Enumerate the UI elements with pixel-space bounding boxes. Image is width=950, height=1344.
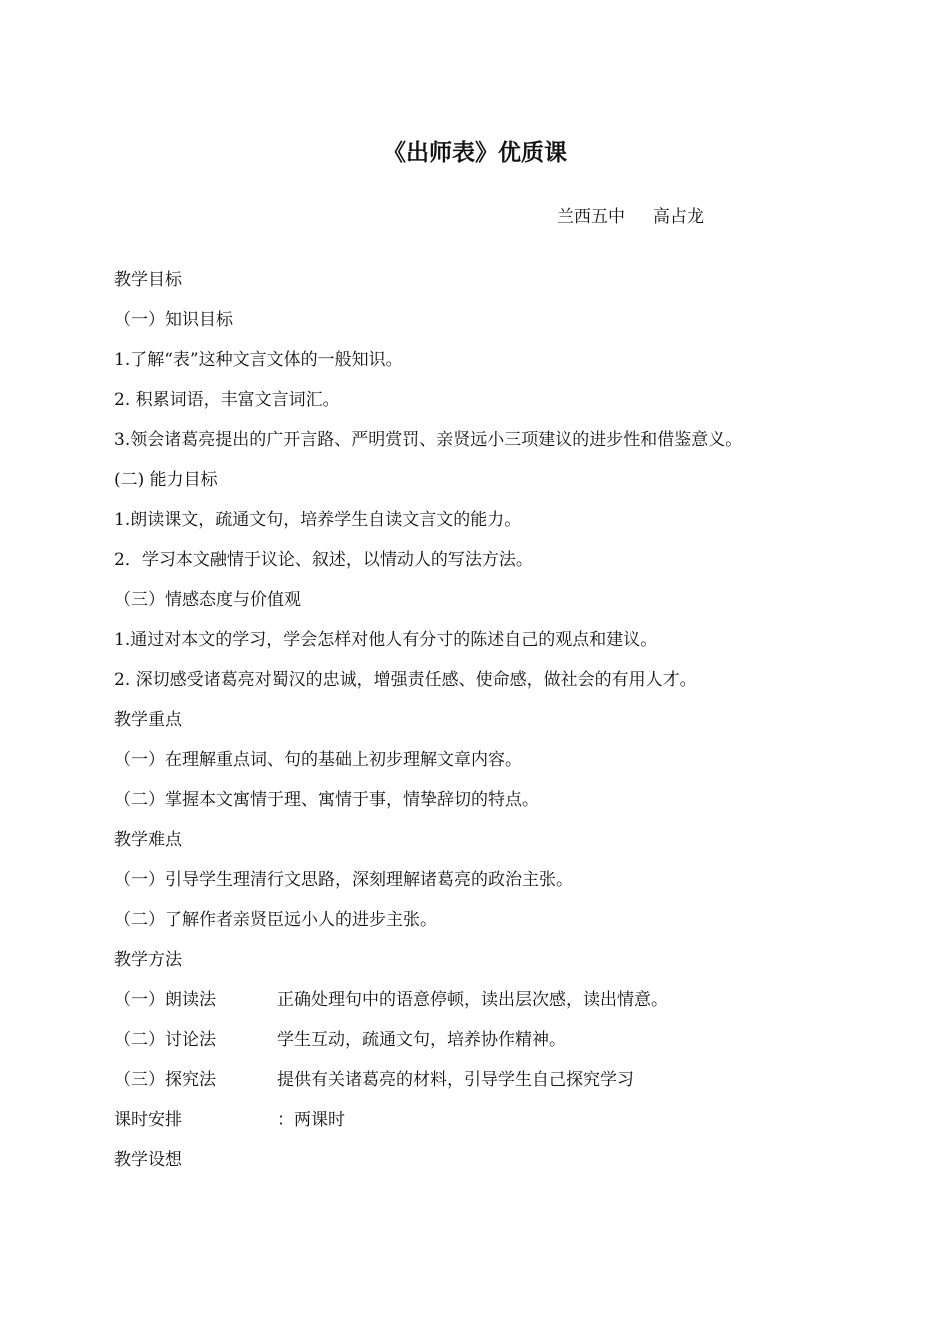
document-body [114,266,834,1186]
method-item-1 [114,986,834,1026]
schedule-label: 课时安排 [114,1110,182,1130]
method-item-3 [114,1066,834,1106]
difficulty-item-2: （二）了解作者亲贤臣远小人的进步主张。 [114,910,437,930]
method-name: （一）朗读法 [114,990,216,1010]
knowledge-item-2: 2. 积累词语，丰富文言词汇。 [114,390,340,410]
emotion-item-2: 2. 深切感受诸葛亮对蜀汉的忠诚，增强责任感、使命感，做社会的有用人才。 [114,670,697,690]
emotion-item-1: 1.通过对本文的学习，学会怎样对他人有分寸的陈述自己的观点和建议。 [114,630,658,650]
difficulty-item-1: （一）引导学生理清行文思路，深刻理解诸葛亮的政治主张。 [114,870,573,890]
design-heading: 教学设想 [114,1150,182,1170]
schedule-line [114,1106,834,1146]
methods-heading: 教学方法 [114,950,182,970]
ability-heading: (二) 能力目标 [114,470,218,490]
key-point-item-2: （二）掌握本文寓情于理、寓情于事，情挚辞切的特点。 [114,790,539,810]
method-item-2 [114,1026,834,1066]
author-school: 兰西五中 [557,207,625,227]
key-points-heading: 教学重点 [114,710,182,730]
method-desc: 提供有关诸葛亮的材料，引导学生自己探究学习 [277,1070,634,1090]
ability-item-1: 1.朗读课文，疏通文句，培养学生自读文言文的能力。 [114,510,522,530]
method-name: （二）讨论法 [114,1030,216,1050]
author-name: 高占龙 [653,207,704,227]
knowledge-heading: （一）知识目标 [114,310,233,330]
document-title: 《出师表》优质课 [383,140,567,166]
method-name: （三）探究法 [114,1070,216,1090]
ability-item-2: 2．学习本文融情于议论、叙述，以情动人的写法方法。 [114,550,533,570]
objectives-heading: 教学目标 [114,270,182,290]
schedule-value: ：两课时 [277,1110,345,1130]
difficulties-heading: 教学难点 [114,830,182,850]
emotion-heading: （三）情感态度与价值观 [114,590,301,610]
knowledge-item-1: 1.了解“表”这种文言文体的一般知识。 [114,350,403,370]
knowledge-item-3: 3.领会诸葛亮提出的广开言路、严明赏罚、亲贤远小三项建议的进步性和借鉴意义。 [114,430,743,450]
author-line [557,203,704,231]
method-desc: 正确处理句中的语意停顿，读出层次感，读出情意。 [277,990,668,1010]
key-point-item-1: （一）在理解重点词、句的基础上初步理解文章内容。 [114,750,522,770]
method-desc: 学生互动，疏通文句，培养协作精神。 [277,1030,566,1050]
